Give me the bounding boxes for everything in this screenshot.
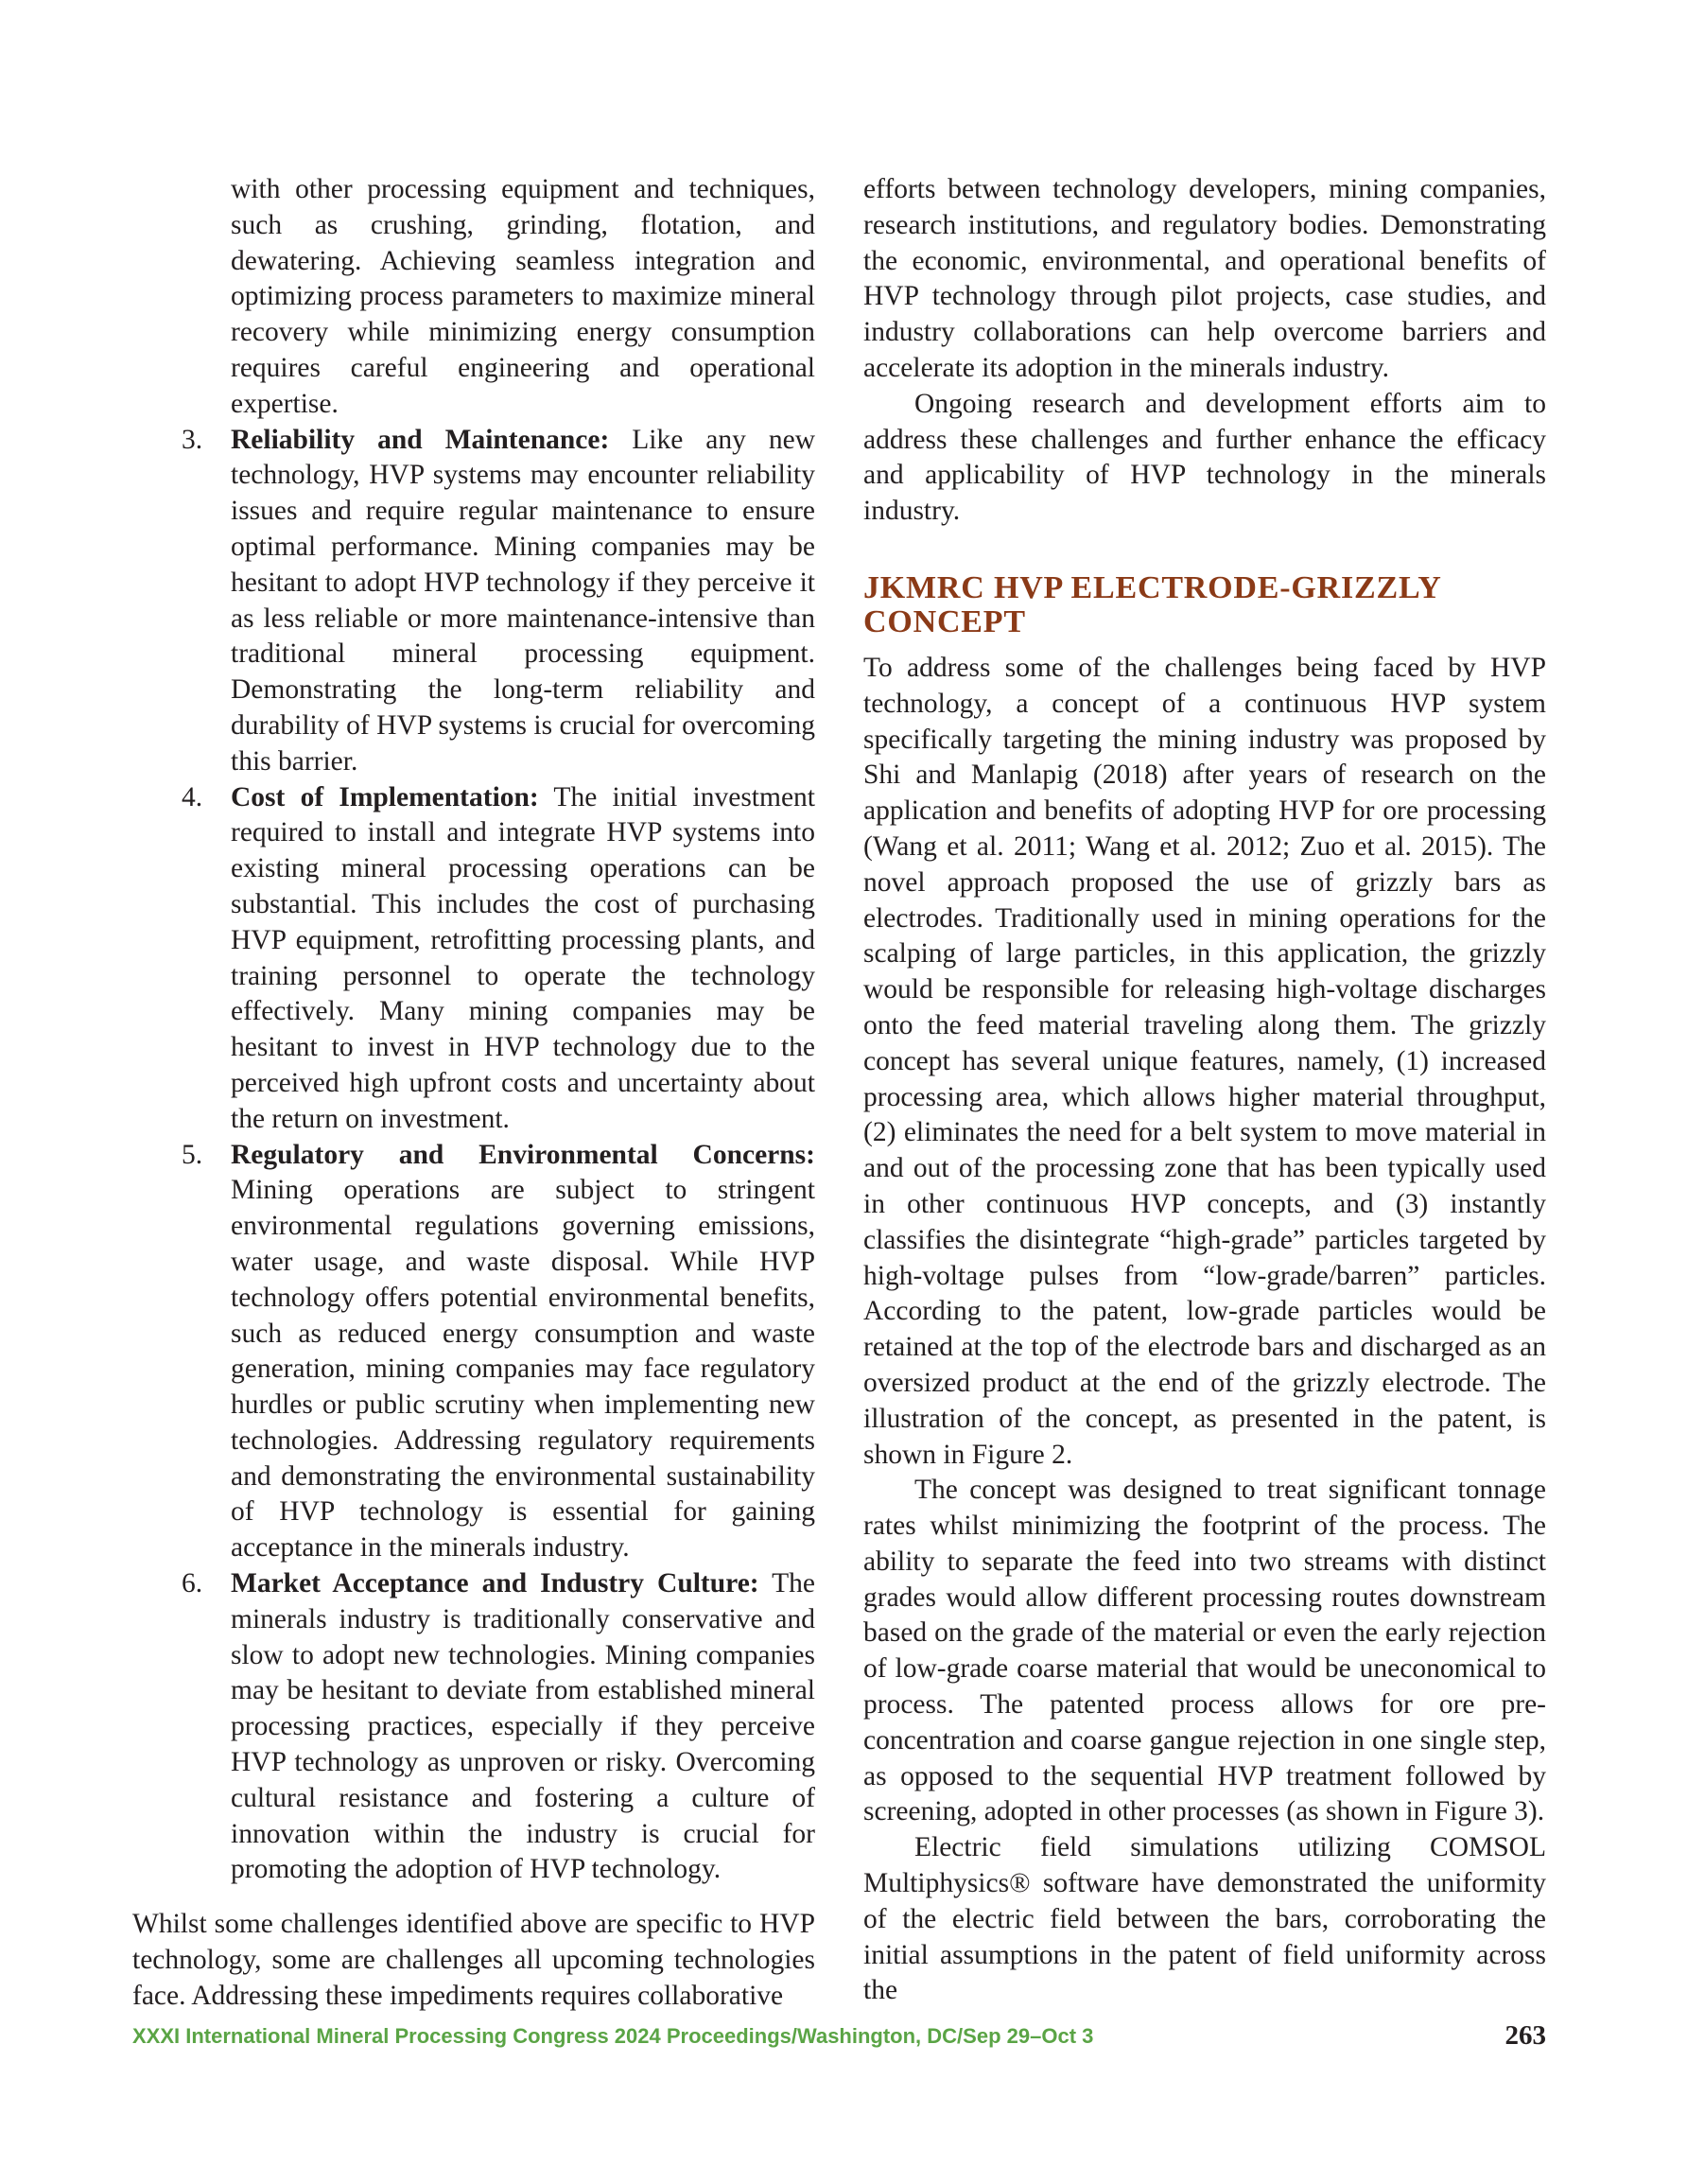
page-footer bbox=[132, 2020, 1546, 2062]
list-item-title: Regulatory and Environmental Concerns: bbox=[231, 1139, 815, 1170]
closing-paragraph: Whilst some challenges identified above are specific to HVP technology, some are challenges all upcoming technologies face. Addressing these impediments requires collaborative bbox=[132, 1909, 815, 2011]
list-item-continuation: with other processing equipment and techniques, such as crushing, grinding, flotation, and dewatering. Achieving seamless integration and optimizing process parameters to maximize mineral recovery while minimizing energy consumption requires careful engineering and operational expertise. bbox=[231, 174, 815, 419]
section-paragraph-2: The concept was designed to treat significant tonnage rates whilst minimizing the footprint of the process. The ability to separate the feed into two streams with distinct grades would allow different processing routes downstream based on the grade of the material or even the early rejection of low-grade coarse material that would be uneconomical to process. The patented process allows for ore pre-concentration and coarse gangue rejection in one single step, as opposed to the sequential HVP treatment followed by screening, adopted in other processes (as shown in Figure 3). bbox=[863, 1475, 1546, 1827]
list-item-text: The initial investment required to install and integrate HVP systems into existing mineral processing operations can be substantial. This includes the cost of purchasing HVP equipment, retrofitting processing plants, and training personnel to operate the technology effectively. Many mining companies may be hesitant to invest in HVP technology due to the perceived high upfront costs and uncertainty about the return on investment. bbox=[231, 781, 815, 1134]
paragraph-continuation: efforts between technology developers, mining companies, research institutions, and regulatory bodies. Demonstrating the economic, environmental, and operational benefits of HVP technology through pilot projects, case studies, and industry collaborations can help overcome barriers and accelerate its adoption in the minerals industry. bbox=[863, 174, 1546, 383]
list-item-4 bbox=[132, 780, 815, 1138]
section-paragraph-3: Electric field simulations utilizing COMSOL Multiphysics® software have demonstrated the uniformity of the electric field between the bars, corroborating the initial assumptions in the patent of field uniformity across the bbox=[863, 1832, 1546, 2006]
page-number: 263 bbox=[1504, 2020, 1546, 2051]
list-item-title: Market Acceptance and Industry Culture: bbox=[231, 1568, 759, 1599]
list-item-text: Like any new technology, HVP systems may encounter reliability issues and require regular maintenance to ensure optimal performance. Mining companies may be hesitant to adopt HVP technology if they perceive it as less reliable or more maintenance-intensive than traditional mineral processing equipment. Demonstrating the long-term reliability and durability of HVP systems is crucial for overcoming this barrier. bbox=[231, 424, 815, 777]
list-item-title: Reliability and Maintenance: bbox=[231, 424, 610, 455]
left-column bbox=[132, 172, 815, 2015]
right-column bbox=[863, 172, 1546, 2009]
conference-footer: XXXI International Mineral Processing Congress 2024 Proceedings/Washington, DC/Sep 29–Oct 3 bbox=[132, 2024, 1094, 2048]
list-item-5 bbox=[132, 1138, 815, 1567]
list-item-text: The minerals industry is traditionally conservative and slow to adopt new technologies. Mining companies may be hesitant to deviate from established mineral processing practices, especially if they perceive HVP technology as unproven or risky. Overcoming cultural resistance and fostering a culture of innovation within the industry is crucial for promoting the adoption of HVP technology. bbox=[231, 1568, 815, 1885]
section-heading: JKMRC HVP ELECTRODE-GRIZZLY CONCEPT bbox=[863, 569, 1441, 639]
list-number: 3. bbox=[182, 424, 203, 455]
list-number: 6. bbox=[182, 1568, 203, 1599]
paragraph-ongoing-research: Ongoing research and development efforts aim to address these challenges and further enhance the efficacy and applicability of HVP technology in the minerals industry. bbox=[863, 388, 1546, 527]
list-item-title: Cost of Implementation: bbox=[231, 781, 539, 812]
list-number: 5. bbox=[182, 1139, 203, 1170]
list-number: 4. bbox=[182, 781, 203, 812]
list-item-text: Mining operations are subject to stringent environmental regulations governing emissions, water usage, and waste disposal. While HVP technology offers potential environmental benefits, such as reduced energy consumption and waste generation, mining companies may face regulatory hurdles or public scrutiny when implementing new technologies. Addressing regulatory requirements and demonstrating the environmental sustainability of HVP technology is essential for gaining acceptance in the minerals industry. bbox=[231, 1175, 815, 1564]
list-item-6 bbox=[132, 1566, 815, 1888]
list-item-3 bbox=[132, 423, 815, 780]
section-paragraph-1: To address some of the challenges being faced by HVP technology, a concept of a continuous HVP system specifically targeting the mining industry was proposed by Shi and Manlapig (2018) after years of research on the application and benefits of adopting HVP for ore processing (Wang et al. 2011; Wang et al. 2012; Zuo et al. 2015). The novel approach proposed the use of grizzly bars as electrodes. Traditionally used in mining operations for the scalping of large particles, in this application, the grizzly would be responsible for releasing high-voltage discharges onto the feed material traveling along them. The grizzly concept has several unique features, namely, (1) increased processing area, which allows higher material throughput, (2) eliminates the need for a belt system to move material in and out of the processing zone that has been typically used in other continuous HVP concepts, and (3) instantly classifies the disintegrate “high-grade” particles targeted by high-voltage pulses from “low-grade/barren” particles. According to the patent, low-grade particles would be retained at the top of the electrode bars and discharged as an oversized product at the end of the grizzly electrode. The illustration of the concept, as presented in the patent, is shown in Figure 2. bbox=[863, 652, 1546, 1470]
